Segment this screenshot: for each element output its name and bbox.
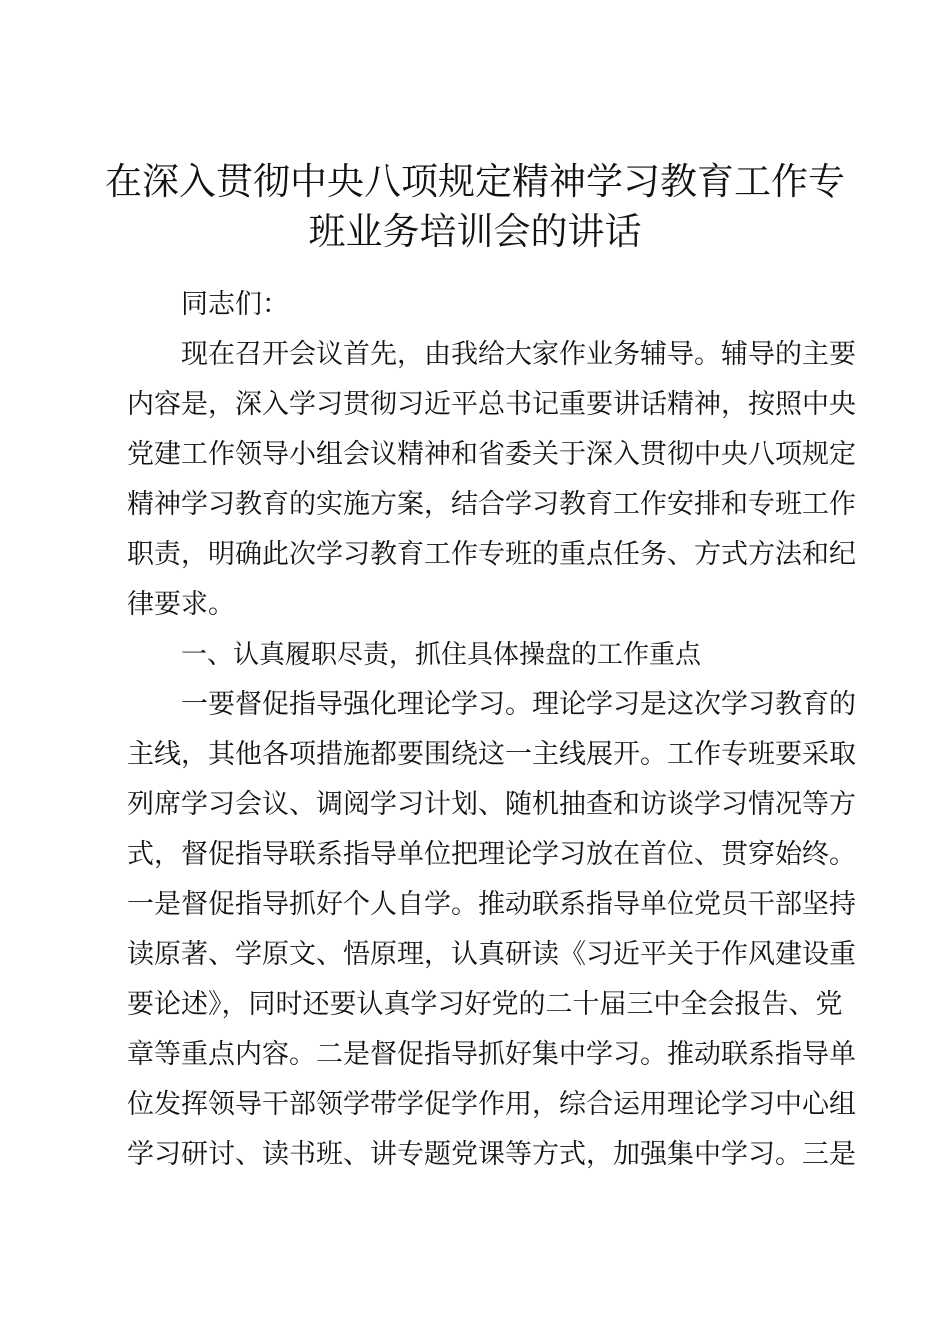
- section-heading: 一、认真履职尽责，抓住具体操盘的工作重点: [181, 640, 702, 670]
- paragraph-line: 列席学习会议、调阅学习计划、随机抽查和访谈学习情况等方: [127, 789, 856, 820]
- paragraph-line: 现在召开会议首先，由我给大家作业务辅导。辅导的主要: [181, 339, 856, 370]
- document-title-line-1: 在深入贯彻中央八项规定精神学习教育工作专: [105, 160, 845, 203]
- paragraph-line: 党建工作领导小组会议精神和省委关于深入贯彻中央八项规定: [127, 439, 856, 470]
- paragraph-line: 学习研讨、读书班、讲专题党课等方式，加强集中学习。三是: [127, 1139, 856, 1170]
- paragraph-line: 职责，明确此次学习教育工作专班的重点任务、方式方法和纪: [127, 539, 856, 570]
- paragraph-line: 精神学习教育的实施方案，结合学习教育工作安排和专班工作: [127, 489, 856, 520]
- paragraph-line: 式，督促指导联系指导单位把理论学习放在首位、贯穿始终。: [127, 839, 856, 870]
- paragraph-line: 一是督促指导抓好个人自学。推动联系指导单位党员干部坚持: [127, 889, 856, 920]
- paragraph-line: 一要督促指导强化理论学习。理论学习是这次学习教育的: [181, 689, 856, 720]
- document-title-line-2: 班业务培训会的讲话: [308, 210, 642, 253]
- salutation: 同志们：: [181, 289, 289, 320]
- paragraph-line: 律要求。: [127, 589, 235, 620]
- paragraph-line: 读原著、学原文、悟原理，认真研读《习近平关于作风建设重: [127, 939, 856, 970]
- paragraph-line: 内容是，深入学习贯彻习近平总书记重要讲话精神，按照中央: [127, 389, 856, 420]
- paragraph-line: 主线，其他各项措施都要围绕这一主线展开。工作专班要采取: [127, 739, 856, 770]
- paragraph-line: 章等重点内容。二是督促指导抓好集中学习。推动联系指导单: [127, 1039, 856, 1070]
- paragraph-line: 要论述》，同时还要认真学习好党的二十届三中全会报告、党: [127, 989, 843, 1020]
- paragraph-line: 位发挥领导干部领学带学促学作用，综合运用理论学习中心组: [127, 1089, 856, 1120]
